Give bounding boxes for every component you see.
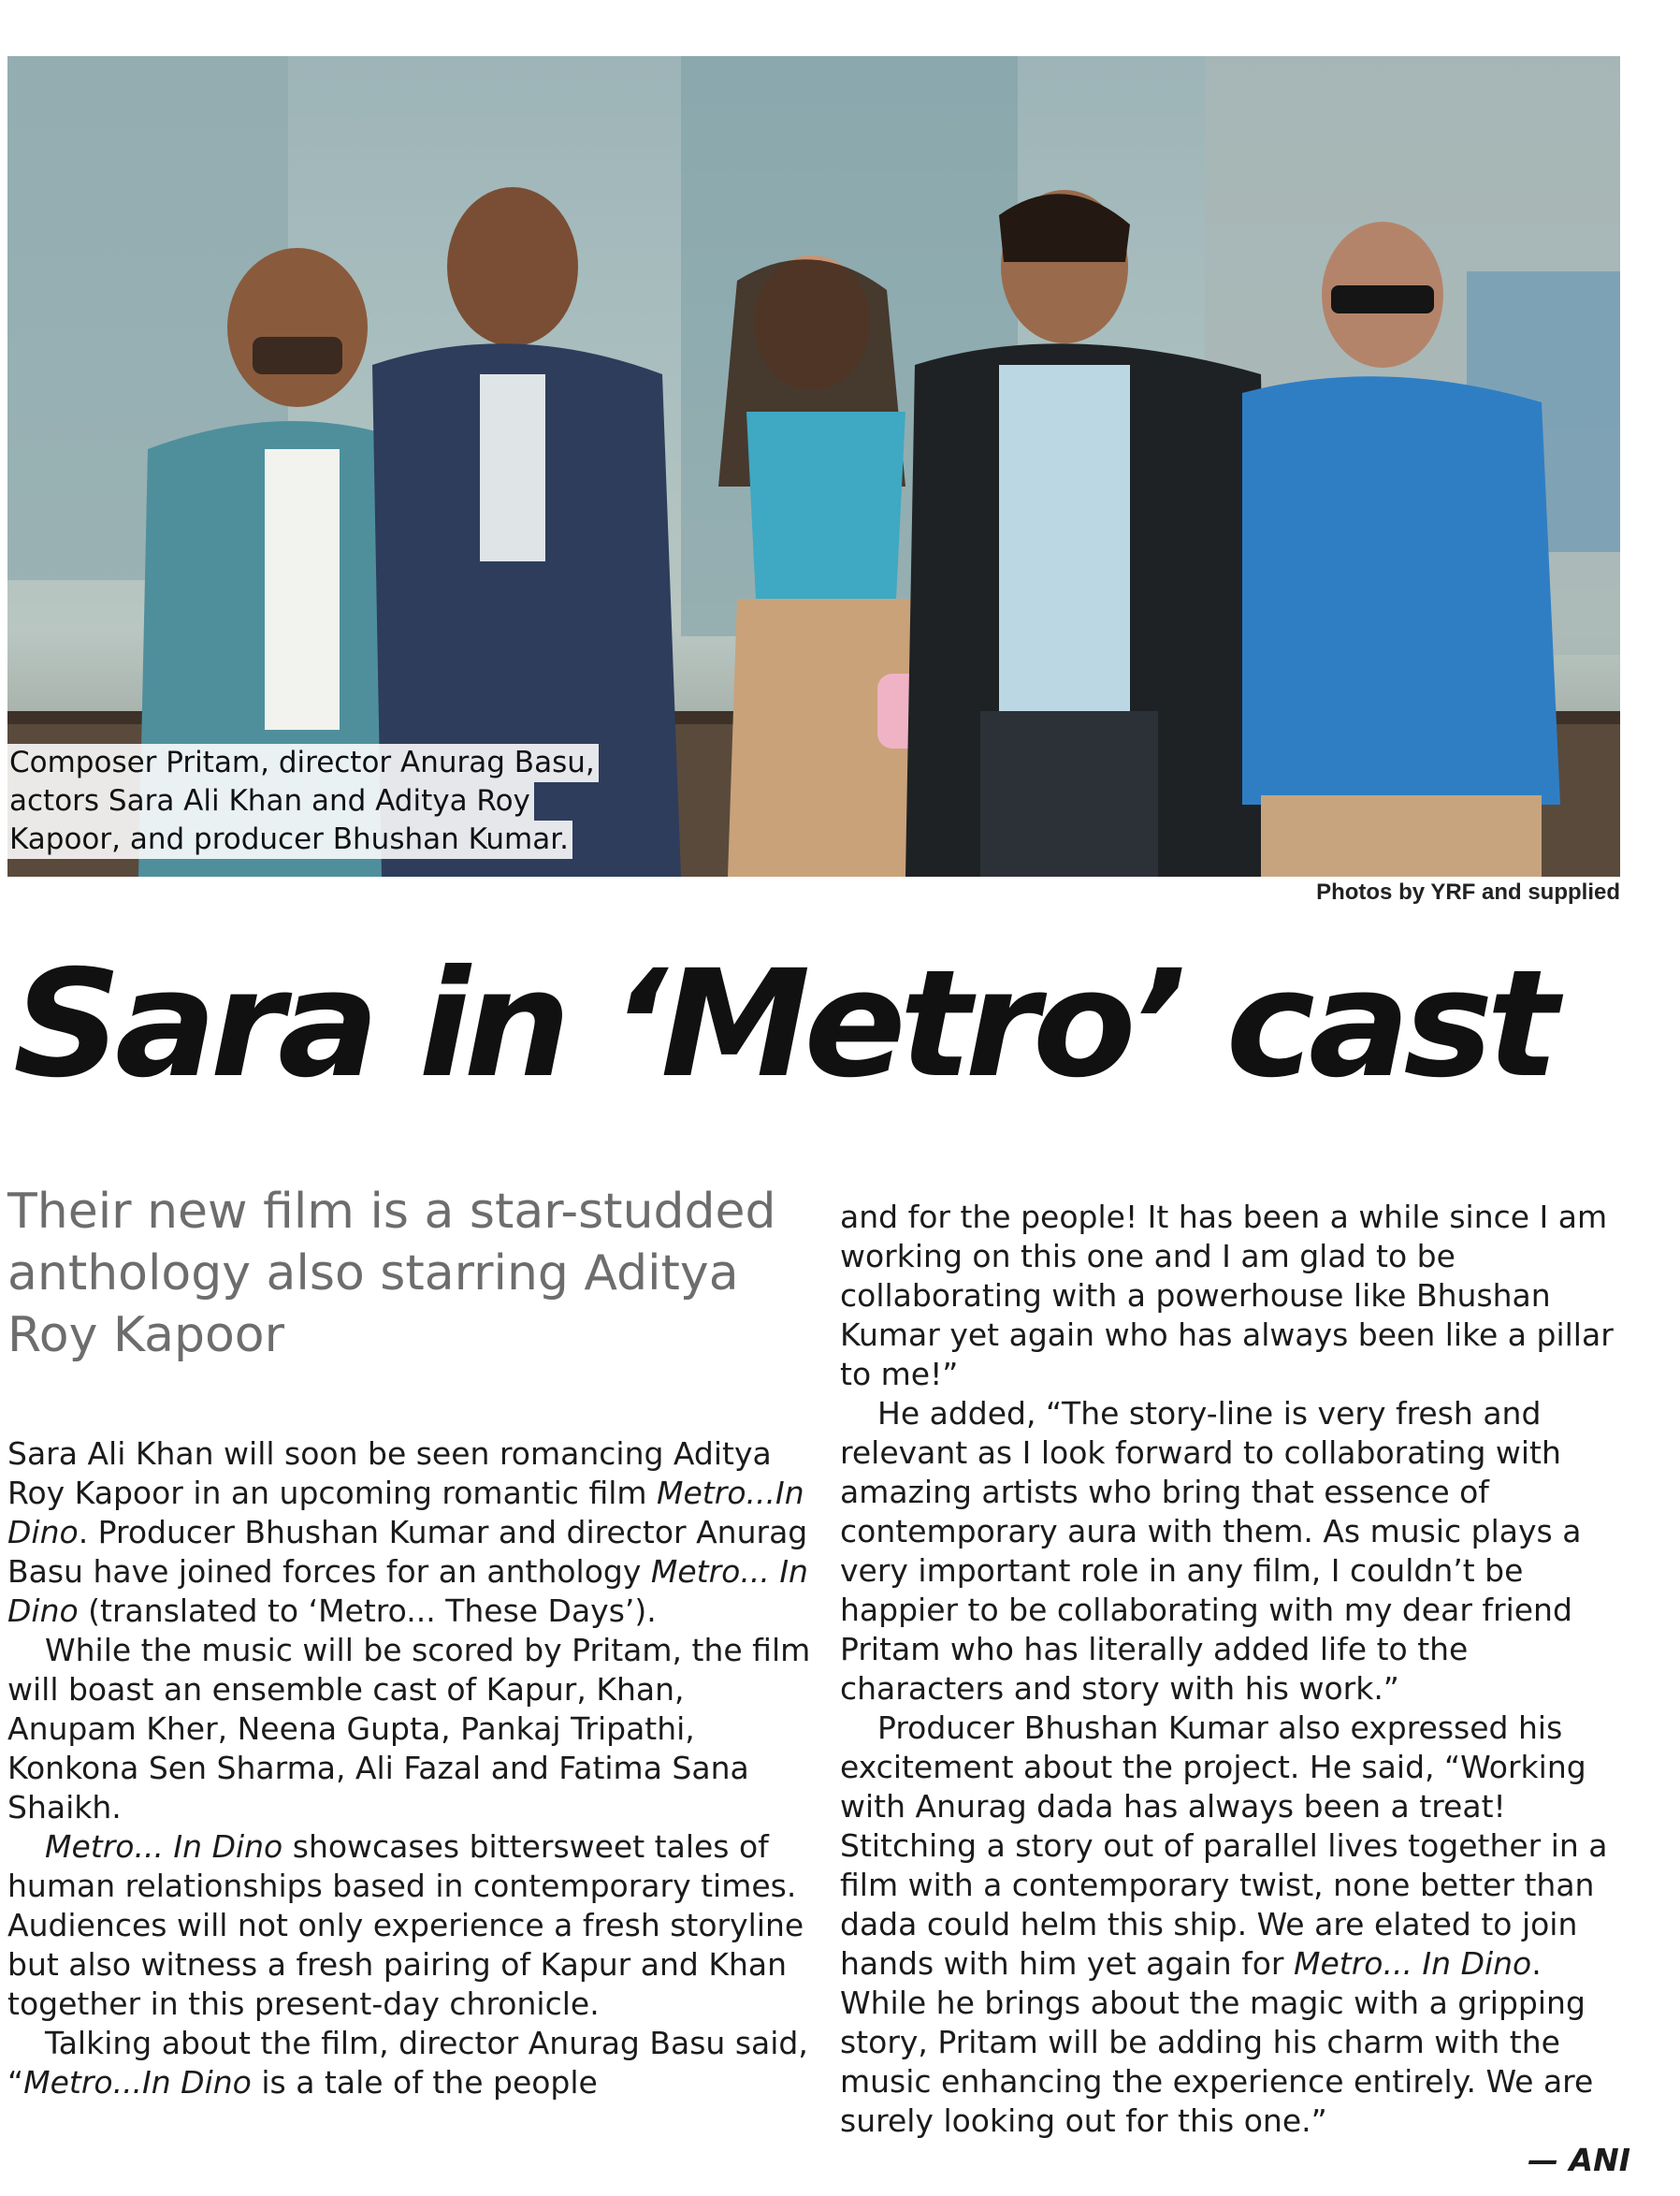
- standfirst: Their new film is a star-studded anthology also starring Aditya Roy Kapoor: [7, 1184, 776, 1363]
- text-run: showcases bittersweet tales of human relationships based in contemporary times. Audiences will not only experience a fresh storyline but also witness a fresh pairing of Kapur and Khan together in this present-day chronicle.: [7, 1828, 804, 2022]
- paragraph: While the music will be scored by Pritam, the film will boast an ensemble cast of Kapur, Khan, Anupam Kher, Neena Gupta, Pankaj Tripathi, Konkona Sen Sharma, Ali Fazal and Fatima Sana Shaikh.: [7, 1632, 811, 1825]
- text-run: . While he brings about the magic with a gripping story, Pritam will be adding his charm with the music enhancing the experience entirely. We are surely looking out for this one.”: [840, 1945, 1594, 2139]
- text-run: Producer Bhushan Kumar also expressed his excitement about the project. He said, “Working with Anurag dada has always been a treat! Stitching a story out of parallel lives together in a film with a contemporary twist, none better than dada could helm this ship. We are elated to join hands with him yet again for: [840, 1709, 1608, 1982]
- text-run: Talking about the film, director Anurag Basu said, “: [7, 2025, 808, 2101]
- caption-line: Kapoor, and producer Bhushan Kumar.: [7, 821, 572, 859]
- film-title: Metro... In Dino: [1294, 1945, 1532, 1982]
- paragraph: [7, 1827, 821, 2024]
- film-title: Metro... In Dino: [45, 1828, 283, 1865]
- paragraph: [840, 1709, 1630, 2141]
- film-title: Metro... In Dino: [7, 1553, 808, 1629]
- caption-line: actors Sara Ali Khan and Aditya Roy: [7, 782, 534, 821]
- byline: — ANI: [1528, 2142, 1630, 2178]
- cast-photo: [7, 56, 1620, 877]
- photo-credit: Photos by YRF and supplied: [1316, 880, 1620, 905]
- text-run: Sara Ali Khan will soon be seen romancing Aditya Roy Kapoor in an upcoming romantic film: [7, 1435, 772, 1511]
- film-title: Metro...In Dino: [23, 2064, 252, 2101]
- text-run: . Producer Bhushan Kumar and director Anurag Basu have joined forces for an anthology: [7, 1514, 808, 1590]
- headline: Sara in ‘Metro’ cast: [13, 938, 1553, 1111]
- text-run: (translated to ‘Metro... These Days’).: [78, 1592, 657, 1629]
- photo-caption: [7, 744, 599, 859]
- caption-line: Composer Pritam, director Anurag Basu,: [7, 744, 599, 782]
- text-run: is a tale of the people: [251, 2064, 598, 2101]
- film-title: Metro...In Dino: [7, 1475, 804, 1550]
- paragraph: He added, “The story-line is very fresh and relevant as I look forward to collaborating with amazing artists who bring that essence of contemporary aura with them. As music plays a very important role in any film, I couldn’t be happier to be collaborating with my dear friend Pritam who has literally added life to the characters and story with his work.”: [840, 1395, 1582, 1707]
- article-column-left: [7, 1434, 821, 2102]
- paragraph: [7, 1434, 821, 1631]
- paragraph: [7, 2024, 821, 2102]
- paragraph: and for the people! It has been a while since I am working on this one and I am glad to be collaborating with a powerhouse like Bhushan Kumar yet again who has always been like a pillar to me!”: [840, 1199, 1614, 1392]
- article-column-right: [840, 1198, 1630, 2180]
